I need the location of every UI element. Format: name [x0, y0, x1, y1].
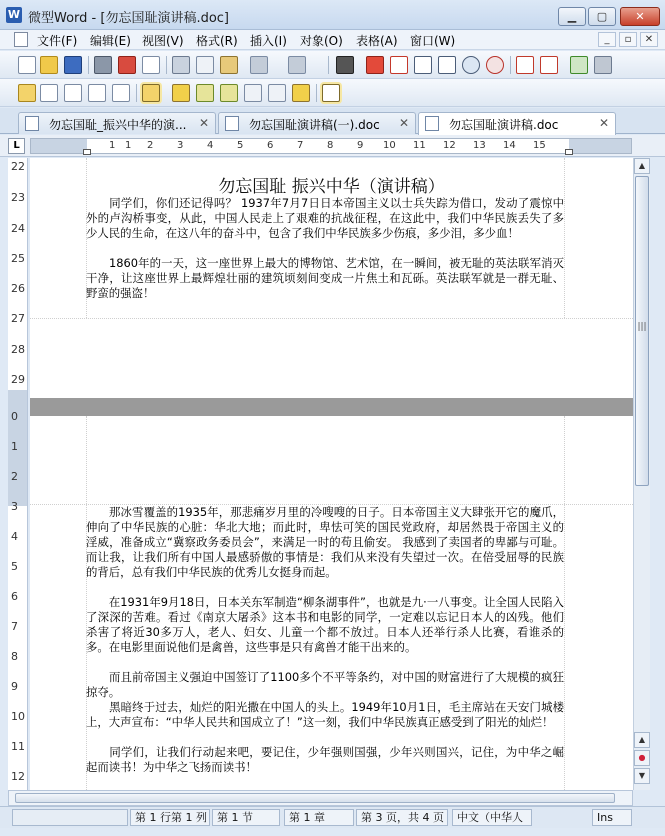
tab-label: 勿忘国耻_振兴中华的演...	[49, 118, 187, 132]
ruler-number: 11	[413, 140, 426, 151]
status-section: 第 1 节	[212, 809, 280, 826]
word-document-icon	[25, 116, 39, 131]
ruler-number: 14	[503, 140, 516, 151]
object-properties-icon[interactable]	[142, 84, 160, 102]
paragraph: 同学们，你们还记得吗？ 1937年7月7日日本帝国主义以士兵失踪为借口，发动了震惊中外的卢沟桥事变，从此，中国人民走上了艰难的抗战征程，在这此中，我们中华民族丢失了多少人民的生命，在这八年的奋斗中，包含了我们中华民族多少伤痕，多少泪，多少血！	[86, 196, 564, 240]
star-pencil-icon[interactable]	[172, 84, 190, 102]
status-empty	[12, 809, 128, 826]
spellcheck-icon[interactable]	[570, 56, 588, 74]
ruler-number: 8	[327, 140, 334, 151]
columns-icon[interactable]	[414, 56, 432, 74]
vruler-number: 23	[11, 191, 25, 204]
ruler-number: 1	[125, 140, 132, 151]
font-color-icon[interactable]	[516, 56, 534, 74]
tab-document-1[interactable]	[18, 112, 216, 134]
insert-date-icon[interactable]	[366, 56, 384, 74]
close-button[interactable]: ✕	[620, 7, 660, 26]
ruler-number: 2	[147, 140, 154, 151]
vruler-number: 27	[11, 312, 25, 325]
vertical-scrollbar[interactable]	[633, 158, 650, 790]
accept-change-icon[interactable]	[220, 84, 238, 102]
doc-minimize-button[interactable]: _	[598, 32, 616, 47]
delete-object-icon[interactable]	[64, 84, 82, 102]
toolbar-separator	[316, 84, 317, 102]
ruler-number: 12	[443, 140, 456, 151]
vruler-number: 3	[11, 500, 18, 513]
ruler-number: 4	[207, 140, 214, 151]
maximize-button[interactable]: ▢	[588, 7, 616, 26]
menu-view[interactable]: 视图(V)	[142, 34, 184, 48]
vruler-number: 7	[11, 620, 18, 633]
tab-document-3[interactable]	[418, 112, 616, 135]
status-bar	[0, 806, 665, 828]
vruler-number: 25	[11, 252, 25, 265]
scroll-thumb[interactable]: |||	[635, 176, 649, 486]
status-line-column: 第 1 行第 1 列	[130, 809, 210, 826]
toolbar-separator	[510, 56, 511, 74]
vruler-number: 5	[11, 560, 18, 573]
percent-zoom-icon[interactable]	[486, 56, 504, 74]
vruler-number: 12	[11, 770, 25, 783]
insert-table-icon[interactable]	[390, 56, 408, 74]
ruler-margin-right	[569, 139, 631, 153]
vruler-number: 1	[11, 440, 18, 453]
menu-bar	[0, 30, 665, 50]
copy-icon[interactable]	[196, 56, 214, 74]
print-icon[interactable]	[94, 56, 112, 74]
word-document-icon	[225, 116, 239, 131]
standard-toolbar	[0, 51, 665, 79]
document-map-icon[interactable]	[438, 56, 456, 74]
horizontal-scrollbar[interactable]	[8, 790, 633, 806]
document-canvas[interactable]	[30, 158, 633, 790]
horizontal-ruler[interactable]	[30, 138, 632, 154]
vruler-number: 24	[11, 222, 25, 235]
left-indent-marker[interactable]	[83, 149, 91, 155]
ruler-number: 5	[237, 140, 244, 151]
new-document-icon[interactable]	[18, 56, 36, 74]
vruler-number: 2	[11, 470, 18, 483]
print-preview-icon[interactable]	[142, 56, 160, 74]
ruler-number: 13	[473, 140, 486, 151]
window-title: 微型Word - [勿忘国耻演讲稿.doc]	[28, 11, 229, 26]
previous-page-button[interactable]: ▲	[634, 732, 650, 748]
format-painter-icon[interactable]	[540, 56, 558, 74]
next-page-button[interactable]: ▼	[634, 768, 650, 784]
vruler-number: 4	[11, 530, 18, 543]
word-document-icon	[425, 116, 439, 131]
toolbar-separator	[88, 56, 89, 74]
toolbar-separator	[328, 56, 329, 74]
menu-format[interactable]: 格式(R)	[196, 34, 238, 48]
check-pencil-icon[interactable]	[196, 84, 214, 102]
ruler-number: 6	[267, 140, 274, 151]
tab-label: 勿忘国耻演讲稿.doc	[449, 118, 559, 132]
minimize-button[interactable]: ▁	[558, 7, 586, 26]
tab-stop-selector[interactable]: L	[8, 138, 25, 154]
menu-insert[interactable]: 插入(I)	[250, 34, 287, 48]
title-bar[interactable]	[0, 0, 665, 30]
vruler-number: 11	[11, 740, 25, 753]
zoom-icon[interactable]	[462, 56, 480, 74]
status-insert-mode[interactable]: Ins	[592, 809, 632, 826]
tab-close-icon[interactable]: ✕	[599, 116, 610, 130]
open-folder-icon[interactable]	[40, 56, 58, 74]
status-page: 第 3 页，共 4 页	[356, 809, 448, 826]
ruler-margin-left	[31, 139, 87, 153]
menu-object[interactable]: 对象(O)	[300, 34, 343, 48]
ruler-number: 1	[109, 140, 116, 151]
redo-icon[interactable]	[288, 56, 306, 74]
vruler-number: 29	[11, 373, 25, 386]
paragraph: 而且前帝国主义强迫中国签订了1100多个不平等条约，对中国的财富进行了大规模的疯狂掠夺。	[86, 670, 564, 699]
menu-table[interactable]: 表格(A)	[356, 34, 398, 48]
vruler-number: 0	[11, 410, 18, 423]
document-heading: 勿忘国耻 振兴中华（演讲稿）	[218, 177, 445, 197]
tab-close-icon[interactable]: ✕	[399, 116, 410, 130]
vruler-number: 10	[11, 710, 25, 723]
tab-document-2[interactable]	[218, 112, 416, 134]
status-chapter: 第 1 章	[284, 809, 354, 826]
vruler-number: 26	[11, 282, 25, 295]
page-break-gap	[30, 398, 633, 416]
toolbar-separator	[166, 56, 167, 74]
vruler-number: 8	[11, 650, 18, 663]
toolbar-separator	[136, 84, 137, 102]
ruler-number: 3	[177, 140, 184, 151]
ruler-number: 10	[383, 140, 396, 151]
vertical-ruler	[8, 158, 28, 790]
horizontal-scroll-thumb[interactable]	[15, 793, 615, 803]
paste-icon[interactable]	[220, 56, 238, 74]
status-language: 中文（中华人	[452, 809, 532, 826]
document-icon	[14, 32, 28, 47]
reject-change-icon[interactable]	[244, 84, 262, 102]
vruler-number: 22	[11, 160, 25, 173]
cut-icon[interactable]	[172, 56, 190, 74]
ruler-number: 7	[297, 140, 304, 151]
document-tab-bar	[0, 108, 665, 134]
ruler-number: 15	[533, 140, 546, 151]
vruler-number: 28	[11, 343, 25, 356]
pdf-export-icon[interactable]	[118, 56, 136, 74]
comment-icon[interactable]	[292, 84, 310, 102]
paragraph: 同学们，让我们行动起来吧，要记住，少年强则国强，少年兴则国兴，记住，为中华之崛起而读书！为中华之飞扬而读书！	[86, 745, 564, 774]
select-browse-object-button[interactable]: ●	[634, 750, 650, 766]
paste-object-icon[interactable]	[112, 84, 130, 102]
tab-close-icon[interactable]: ✕	[199, 116, 210, 130]
margin-guide	[30, 318, 633, 319]
doc-restore-button[interactable]: ▫	[619, 32, 637, 47]
undo-icon[interactable]	[250, 56, 268, 74]
paragraph: 黑暗终于过去，灿烂的阳光撒在中国人的头上。1949年10月1日，毛主席站在天安门城楼上，大声宣布：“中华人民共和国成立了！”这一刻，我们中华民族真正感受到了阳光的灿烂！	[86, 700, 564, 729]
edit-object-icon[interactable]	[40, 84, 58, 102]
ruler-number: 9	[357, 140, 364, 151]
right-indent-marker[interactable]	[565, 149, 573, 155]
review-pane-icon[interactable]	[322, 84, 340, 102]
toolbar-overflow-icon[interactable]	[622, 56, 632, 74]
vruler-number: 6	[11, 590, 18, 603]
copy-object-icon[interactable]	[88, 84, 106, 102]
vruler-number: 9	[11, 680, 18, 693]
object-toolbar	[0, 79, 665, 107]
tab-label: 勿忘国耻演讲稿(一).doc	[249, 118, 380, 132]
margin-guide	[564, 416, 565, 790]
doc-close-button[interactable]: ✕	[640, 32, 658, 47]
menu-window[interactable]: 窗口(W)	[410, 34, 456, 48]
insert-object-icon[interactable]	[18, 84, 36, 102]
scroll-up-button[interactable]: ▲	[634, 158, 650, 174]
paragraph: 1860年的一天，这一座世界上最大的博物馆、艺术馆，在一瞬间，被无耻的英法联军消灭干净，让这座世界上最辉煌壮丽的建筑顷刻间变成一片焦土和瓦砾。英法联军就是一群无耻、野蛮的强盗！	[86, 256, 564, 300]
save-icon[interactable]	[64, 56, 82, 74]
menu-file[interactable]: 文件(F)	[37, 34, 78, 48]
ruler-row	[0, 135, 665, 157]
find-binoculars-icon[interactable]	[336, 56, 354, 74]
track-changes-icon[interactable]	[268, 84, 286, 102]
menu-edit[interactable]: 编辑(E)	[90, 34, 131, 48]
app-word-icon: W	[7, 8, 21, 21]
paragraph: 那冰雪覆盖的1935年，那悲痛岁月里的冷嗖嗖的日子。日本帝国主义大肆张开它的魔爪，伸向了中华民族的心脏：华北大地；而此时，卑怯可笑的国民党政府，却居然畏于帝国主义的淫威，准备成立“冀察政务委员会”，来满足一时的苟且偷安。 我感到了卖国者的卑鄙与可耻。而让我，让我们所有中国人最感骄傲的事情是：我们从来没有失望过一次。在倍受屈辱的民族的背后，总有我们中华民族的优秀儿女挺身而起。	[86, 505, 564, 579]
word-count-icon[interactable]	[594, 56, 612, 74]
paragraph: 在1931年9月18日，日本关东军制造“柳条湖事件”，也就是九·一八事变。让全国人民陷入了深深的苦难。看过《南京大屠杀》这本书和电影的同学，一定难以忘记日本人的凶残。他们杀害了将近30多万人，老人、妇女、儿童一个都不放过。日本人还举行杀人比赛，看谁杀的多。在电影里面说他们是禽兽，这些事是只有禽兽才能干出来的。	[86, 595, 564, 654]
